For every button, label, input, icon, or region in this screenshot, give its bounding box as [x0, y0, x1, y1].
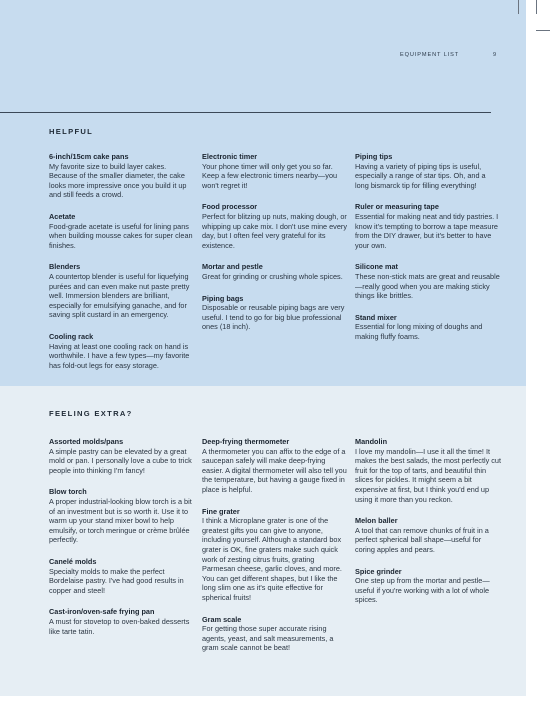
- item-description: Food-grade acetate is useful for lining pans when building mousse cakes for super clean finishes.: [49, 221, 193, 250]
- item-name: Mandolin: [355, 437, 388, 446]
- equipment-item: [202, 507, 348, 603]
- item-description: My favorite size to build layer cakes. Because of the smaller diameter, the cake looks more impressive once you build it up and still feeds a crowd.: [49, 161, 187, 200]
- equipment-item: [49, 152, 195, 200]
- feeling-extra-column-2: [202, 437, 348, 665]
- item-description: Great for grinding or crushing whole spices.: [202, 271, 343, 281]
- equipment-item: [49, 212, 195, 250]
- item-name: Ruler or measuring tape: [355, 202, 439, 212]
- equipment-item: [355, 202, 501, 250]
- helpful-column-2: [202, 152, 348, 344]
- item-description: Your phone timer will only get you so far. Keep a few electronic timers nearby—you won't regret it!: [202, 161, 338, 190]
- item-name: Cooling rack: [49, 331, 94, 341]
- item-name: Piping tips: [355, 152, 393, 161]
- item-description: Having at least one cooling rack on hand is worthwhile. I have a few types—my favorite has fold-out legs for easy storage.: [49, 341, 190, 370]
- item-description: A countertop blender is useful for liquefying purées and can even make nut paste pretty well. Immersion blenders are brilliant, especially for emulsifying ganache, and for saving split custard in an emergency.: [49, 271, 190, 320]
- item-description: For getting those super accurate rising agents, yeast, and salt measurements, a gram scale cannot be beat!: [202, 624, 334, 653]
- item-name: Canelé molds: [49, 556, 97, 566]
- item-name: Assorted molds/pans: [49, 437, 124, 446]
- equipment-item: [49, 487, 195, 545]
- item-name: Deep-frying thermometer: [202, 437, 290, 446]
- item-description: I love my mandolin—I use it all the time! It makes the best salads, the most perfectly cut fruit for the top of tarts, and beautiful thin slices for pickles. It might seem a bit expensive at first, but I think you'd end up using it more than you reckon.: [355, 446, 502, 504]
- equipment-item: [355, 567, 501, 605]
- item-description: Disposable or reusable piping bags are very useful. I tend to go for big blue professional ones (18 inch).: [202, 303, 345, 332]
- page-number: 9: [493, 52, 497, 58]
- item-description: One step up from the mortar and pestle—useful if you're working with a lot of whole spices.: [355, 576, 490, 605]
- equipment-item: [202, 152, 348, 190]
- item-description: Essential for making neat and tidy pastries. I know it's tempting to borrow a tape measure from the DIY drawer, but it's better to have your own.: [355, 211, 499, 250]
- item-description: A must for stovetop to oven-baked desserts like tarte tatin.: [49, 616, 190, 636]
- item-description: A thermometer you can affix to the edge of a saucepan safely will make deep-frying easier. A digital thermometer will also tell you the temperature, but having a gauge fixed in place is helpful.: [202, 446, 347, 494]
- header-rule: [0, 112, 491, 113]
- item-description: These non-stick mats are great and reusable—really good when you are making sticky things like brittles.: [355, 271, 500, 301]
- item-name: Mortar and pestle: [202, 262, 263, 272]
- equipment-item: [49, 332, 195, 370]
- item-description: Having a variety of piping tips is useful, especially a range of star tips. Oh, and a long bismarck tip for filling everything!: [355, 161, 486, 190]
- item-name: Piping bags: [202, 293, 244, 303]
- item-description: Specialty molds to make the perfect Bordelaise pastry. I've had good results in copper and steel!: [49, 566, 184, 595]
- feeling-extra-column-3: [355, 437, 501, 617]
- equipment-item: [49, 437, 195, 475]
- item-name: 6-inch/15cm cake pans: [49, 152, 129, 161]
- helpful-column-1: [49, 152, 195, 382]
- item-name: Silicone mat: [355, 262, 398, 272]
- equipment-item: [49, 262, 195, 320]
- item-name: Blow torch: [49, 487, 87, 497]
- item-name: Melon baller: [355, 516, 398, 526]
- section-title-helpful: HELPFUL: [49, 127, 94, 136]
- item-description: A proper industrial-looking blow torch is a bit of an investment but is so worth it. Use it to warm up your stand mixer bowl to help emulsify, or torch meringue or crème brûlée perfectly.: [49, 496, 192, 545]
- equipment-item: [202, 262, 348, 281]
- crop-mark: [536, 0, 537, 14]
- item-name: Gram scale: [202, 614, 242, 624]
- equipment-item: [49, 557, 195, 595]
- equipment-item: [355, 152, 501, 190]
- equipment-item: [355, 437, 501, 504]
- section-title-feeling-extra: FEELING EXTRA?: [49, 409, 133, 418]
- equipment-item: [202, 294, 348, 332]
- equipment-item: [202, 202, 348, 250]
- item-name: Cast-iron/oven-safe frying pan: [49, 607, 155, 617]
- equipment-item: [355, 516, 501, 554]
- equipment-item: [202, 615, 348, 653]
- helpful-column-3: [355, 152, 501, 354]
- item-name: Spice grinder: [355, 566, 402, 576]
- item-description: Perfect for blitzing up nuts, making dough, or whipping up cake mix. I don't use mine every day, but I often feel very grateful for its existence.: [202, 211, 347, 250]
- equipment-item: [355, 313, 501, 342]
- feeling-extra-column-1: [49, 437, 195, 648]
- item-name: Electronic timer: [202, 152, 258, 161]
- item-description: A simple pastry can be elevated by a great mold or pan. I personally love a cube to trick people into thinking I'm fancy!: [49, 446, 192, 475]
- item-name: Acetate: [49, 211, 76, 221]
- item-name: Blenders: [49, 262, 81, 272]
- item-name: Food processor: [202, 202, 258, 212]
- item-name: Stand mixer: [355, 312, 397, 322]
- item-description: I think a Microplane grater is one of the greatest gifts you can give to anyone, including yourself. Although a standard box grater is OK, fine graters make such quick work of zesting citrus fruits, grating Parmesan cheese, garlic cloves, and more. You can get different shapes, but I like the long slim one as it's quite effective for spherical fruits!: [202, 516, 342, 602]
- equipment-item: [202, 437, 348, 495]
- crop-mark: [536, 30, 550, 31]
- bottom-margin: [0, 696, 526, 706]
- crop-mark: [518, 0, 519, 14]
- equipment-item: [355, 262, 501, 300]
- item-description: Essential for long mixing of doughs and making fluffy foams.: [355, 322, 483, 341]
- item-description: A tool that can remove chunks of fruit in a perfect spherical ball shape—useful for coring apples and pears.: [355, 525, 489, 554]
- equipment-item: [49, 607, 195, 636]
- item-name: Fine grater: [202, 506, 240, 516]
- running-head: EQUIPMENT LIST: [400, 52, 460, 58]
